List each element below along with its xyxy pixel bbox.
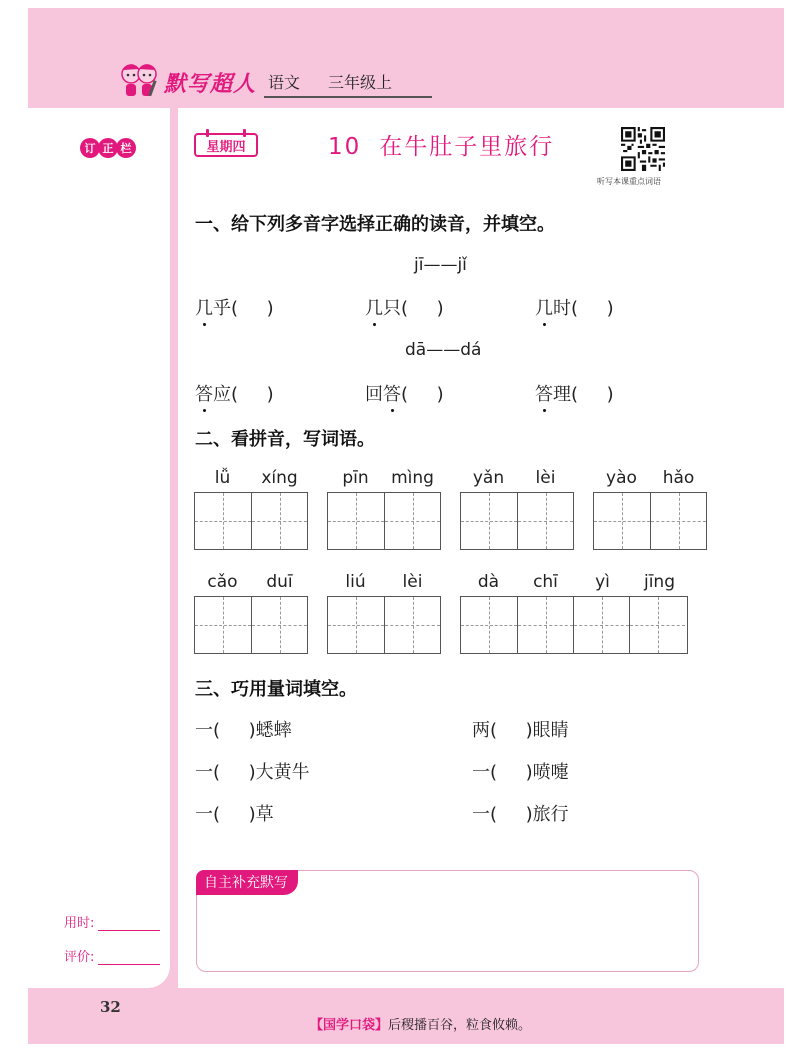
supplement-label: 自主补充默写 (196, 870, 298, 895)
word-grid-group (460, 572, 688, 654)
grade-label: 三年级上 (306, 70, 432, 98)
correction-char: 订 (80, 138, 100, 158)
pinyin-label: lèi (402, 572, 423, 592)
brand-name: 默写超人 (164, 72, 257, 97)
rating-field (64, 946, 160, 965)
word-grid-group (327, 572, 441, 654)
weekday-badge: 星期四 (194, 133, 258, 157)
writing-cell[interactable] (594, 493, 650, 549)
correction-char: 栏 (116, 138, 136, 158)
writing-cell[interactable] (384, 493, 440, 549)
section2-title: 二、看拼音，写词语。 (195, 429, 375, 450)
writing-cell[interactable] (517, 493, 573, 549)
word-grid-group (194, 572, 308, 654)
writing-cell[interactable] (461, 597, 517, 653)
correction-column-badge (80, 138, 134, 158)
brand-header (118, 60, 432, 98)
polyphone-item: 回答( ) (365, 380, 535, 406)
measure-word-item: 一( )草 (195, 804, 274, 825)
polyphone-row (195, 380, 705, 406)
section3-title: 三、巧用量词填空。 (195, 679, 357, 700)
lesson-title (328, 128, 554, 161)
word-grid-group (593, 468, 707, 550)
pinyin-label: chī (533, 572, 558, 592)
writing-cell[interactable] (650, 493, 706, 549)
rating-label: 评价: (64, 950, 95, 965)
qr-caption: 听写本课重点词语 (597, 177, 661, 186)
writing-cell[interactable] (517, 597, 573, 653)
writing-cell[interactable] (384, 597, 440, 653)
polyphone-item: 几只( ) (365, 294, 535, 320)
pinyin-label: xíng (261, 468, 298, 488)
pinyin-choice: jī——jǐ (414, 255, 467, 275)
writing-cell[interactable] (251, 493, 307, 549)
time-field (64, 912, 160, 931)
pinyin-label: liú (345, 572, 366, 592)
pinyin-choice: dā——dá (405, 340, 482, 360)
supplement-box[interactable] (196, 870, 699, 972)
writing-cell[interactable] (629, 597, 685, 653)
pinyin-label: yì (595, 572, 610, 592)
pinyin-label: dà (477, 572, 500, 592)
lesson-number: 10 (328, 134, 362, 160)
measure-word-item: 一( )蟋蟀 (195, 720, 292, 741)
time-blank[interactable] (98, 919, 160, 931)
writing-cell[interactable] (573, 597, 629, 653)
measure-word-item: 一( )大黄牛 (195, 762, 310, 783)
polyphone-item: 几时( ) (535, 294, 705, 320)
measure-word-item: 一( )喷嚏 (472, 762, 569, 783)
measure-word-item: 一( )旅行 (472, 804, 569, 825)
pinyin-label: duī (266, 572, 293, 592)
measure-word-item: 两( )眼睛 (472, 720, 569, 741)
pinyin-label: jīng (643, 572, 675, 592)
writing-cell[interactable] (195, 493, 251, 549)
mascot-icon (118, 60, 160, 98)
polyphone-item: 答应( ) (195, 380, 365, 406)
writing-cell[interactable] (328, 597, 384, 653)
pinyin-label: cǎo (207, 572, 238, 592)
footer-quote (310, 1014, 531, 1033)
pinyin-label: yào (606, 468, 637, 488)
writing-cell[interactable] (251, 597, 307, 653)
polyphone-item: 几乎( ) (195, 294, 365, 320)
sidebar (28, 108, 170, 988)
writing-cell[interactable] (461, 493, 517, 549)
pinyin-label: hǎo (662, 468, 695, 488)
polyphone-item: 答理( ) (535, 380, 705, 406)
pinyin-label: lǚ (214, 468, 231, 488)
footer-tag: 【国学口袋】 (310, 1018, 389, 1033)
page-number: 32 (100, 998, 121, 1016)
time-label: 用时: (64, 916, 95, 931)
lesson-name: 在牛肚子里旅行 (379, 134, 555, 160)
writing-cell[interactable] (195, 597, 251, 653)
pinyin-label: mìng (391, 468, 434, 488)
section1-title: 一、给下列多音字选择正确的读音，并填空。 (195, 214, 555, 235)
correction-char: 正 (98, 138, 118, 158)
polyphone-row (195, 294, 705, 320)
word-grid-group (327, 468, 441, 550)
word-grid-group (194, 468, 308, 550)
pinyin-label: lèi (535, 468, 556, 488)
word-grid-group (460, 468, 574, 550)
pinyin-label: yǎn (472, 468, 505, 488)
subject-label: 语文 (264, 70, 306, 98)
qr-code-icon[interactable] (621, 127, 665, 171)
rating-blank[interactable] (98, 953, 160, 965)
writing-cell[interactable] (328, 493, 384, 549)
footer-text: 后稷播百谷，粒食攸赖。 (388, 1018, 532, 1033)
pinyin-label: pīn (342, 468, 369, 488)
